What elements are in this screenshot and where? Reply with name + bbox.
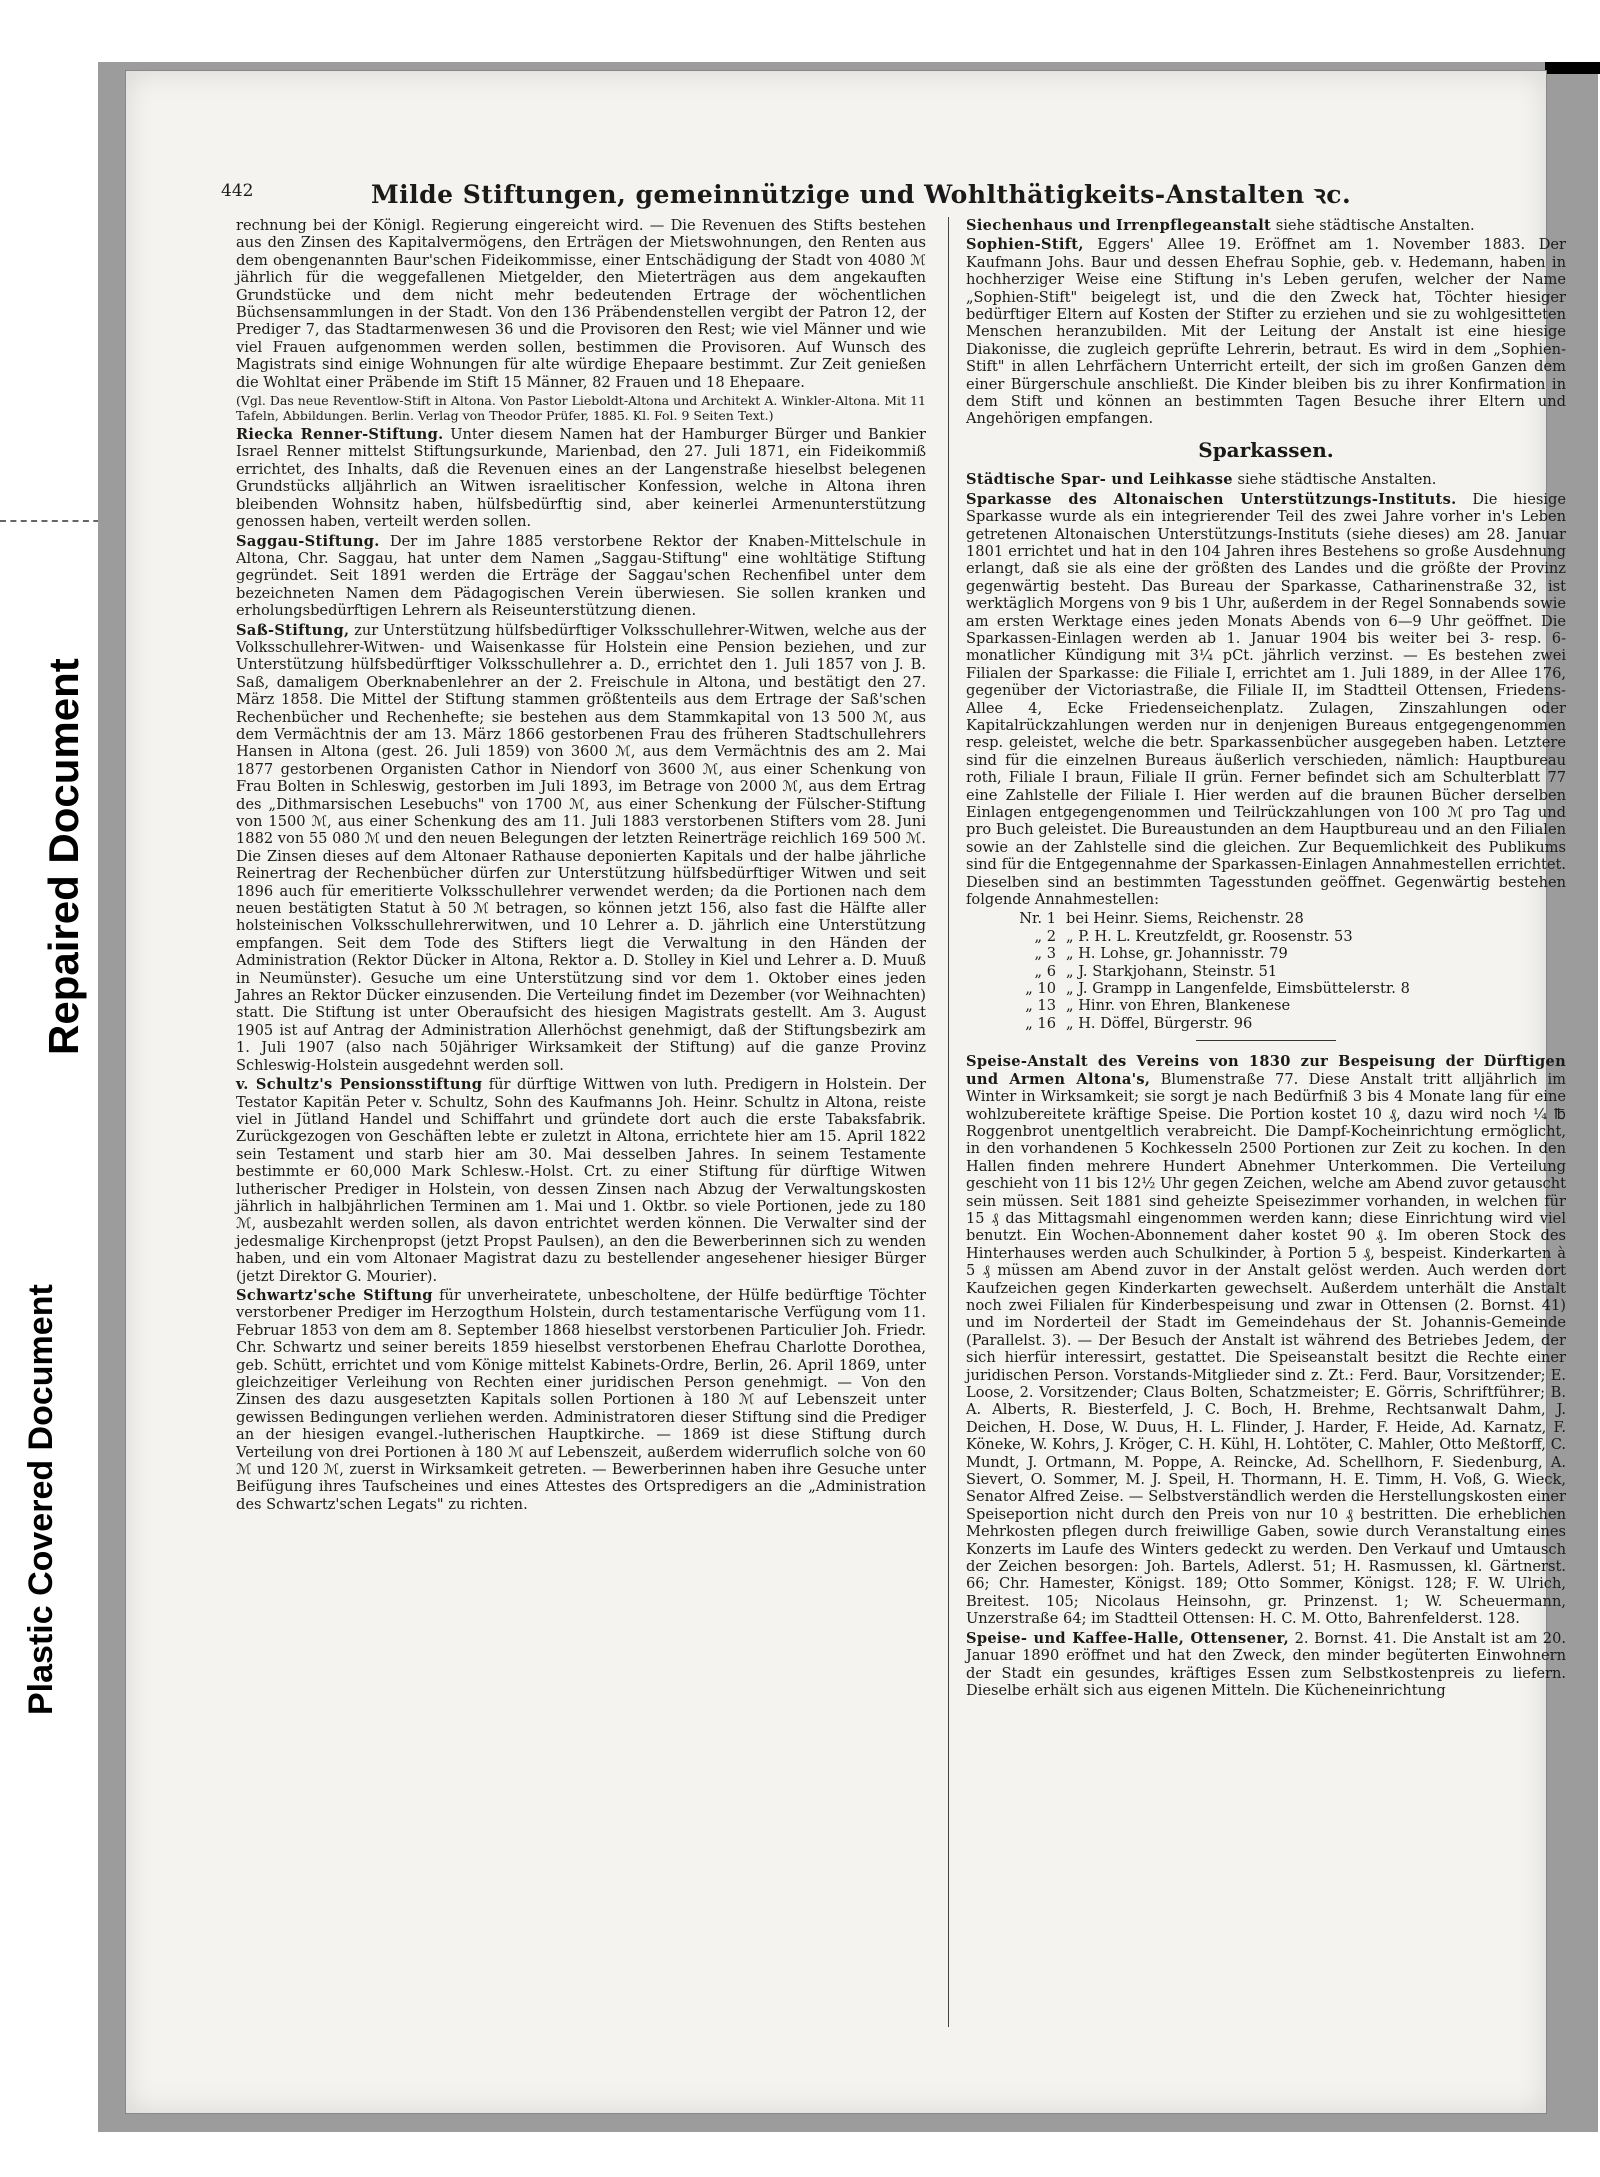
left-column	[236, 217, 926, 2117]
entry-title: Sparkasse des Altonaischen Unterstützungs-Instituts.	[966, 490, 1457, 508]
list-item	[986, 980, 1566, 997]
entry-schultz-pensionsstiftung	[236, 1076, 926, 1285]
right-column	[966, 217, 1566, 2117]
entry-saggau-stiftung	[236, 533, 926, 620]
page-number: 442	[221, 181, 254, 201]
branch-number: „ 6	[1034, 962, 1056, 980]
branch-text: „ J. Grampp in Langenfelde, Eimsbüttelerstr. 8	[1066, 980, 1410, 998]
branch-number: „ 13	[1025, 997, 1056, 1015]
entry-text: für dürftige Wittwen von luth. Predigern in Holstein. Der Testator Kapitän Peter v. Schultz, Sohn des Kaufmanns Joh. Heinr. Schultz in Altona, reiste viel in Jütland Handel und Schiffahrt und gründete dort auch die erste Tabaksfabrik. Zurückgezogen von Geschäften lebte er zuletzt in Altona, errichtete hier am 15. April 1822 sein Testament und starb hier am 30. Mai desselben Jahres. In seinem Testamente bestimmte er 60,000 Mark Schlesw.-Holst. Crt. zu einer Stiftung für dürftige Witwen lutherischer Prediger in Holstein, von dessen Zinsen nach Abzug der Verwaltungskosten jährlich in halbjährlichen Terminen am 1. Mai und 1. Oktbr. so viele Portionen, jede zu 180 ℳ, ausbezahlt werden sollen, als davon entrichtet werden können. Die Verwalter sind der jedesmalige Kirchenpropst (jetzt Propst Paulsen), an den die Bewerberinnen sich zu wenden haben, und ein vom Altonaer Magistrat dazu zu bestellender angesehener hiesiger Bürger (jetzt Direktor G. Mourier).	[236, 1076, 926, 1285]
entry-renner-stiftung	[236, 426, 926, 530]
list-item	[986, 1015, 1566, 1032]
entry-staedtische-sparkasse	[966, 471, 1566, 488]
entry-title: Riecka Renner-Stiftung.	[236, 426, 444, 444]
section-heading-sparkassen: Sparkassen.	[1198, 437, 1334, 462]
entry-title: Städtische Spar- und Leihkasse	[966, 471, 1233, 489]
list-item	[986, 928, 1566, 945]
entry-text: für unverheiratete, unbescholtene, der Hülfe bedürftige Töchter verstorbener Prediger im Herzogthum Holstein, durch testamentarische Verfügung vom 11. Februar 1853 von dem am 8. September 1868 hieselbst verstorbenen Particulier Joh. Friedr. Chr. Schwartz und seiner bereits 1859 hieselbst verstorbenen Ehefrau Charlotte Dorothea, geb. Schütt, errichtet und vom Könige mittelst Kabinets-Ordre, Berlin, 26. April 1869, unter gleichzeitiger Verleihung von Rechten einer juridischen Person genehmigt. — Von den Zinsen des dazu ausgesetzten Kapitals sollen Portionen à 180 ℳ auf Lebenszeit unter gewissen Bedingungen verliehen werden. Administratoren dieser Stiftung sind die Prediger an der hiesigen evangel.-lutherischen Hauptkirche. — 1869 ist diese Stiftung durch Verteilung von drei Portionen à 180 ℳ auf Lebenszeit, außerdem widerruflich solche von 60 ℳ und 120 ℳ, zuerst in Wirksamkeit getreten. — Bewerberinnen haben ihre Gesuche unter Beifügung ihres Taufscheines und eines Attestes des Ortspredigers an die „Administration des Schwartz'schen Legats" zu richten.	[236, 1286, 927, 1513]
branch-number: „ 3	[1034, 945, 1056, 963]
paragraph-stift-revenues: rechnung bei der Königl. Regierung eingereicht wird. — Die Revenuen des Stifts bestehen aus den Zinsen des Kapitalvermögens, den Erträgen der Mietswohnungen, den Renten aus dem obengenannten Baur'schen Fideikommisse, einer Entschädigung der Stadt von 4080 ℳ jährlich für die weggefallenen Mietgelder, den Mieterträgen aus dem angekauften Grundstücke und dem nicht mehr bedeutenden Ertrage der wöchentlichen Büchsensammlungen in der Stadt. Von den 136 Präbendenstellen vergibt der Patron 12, der Prediger 7, das Stadtarmenwesen 36 und die Provisoren den Rest; wie viel Männer und wie viel Frauen aufgenommen werden sollen, bestimmen die Provisoren. Auf Wunsch des Magistrats sind einige Wohnungen für alte würdige Ehepaare bestimmt. Zur Zeit genießen die Wohltat einer Präbende im Stift 15 Männer, 82 Frauen und 18 Ehepaare.	[236, 217, 926, 391]
plastic-covered-label: Plastic Covered Document	[22, 1284, 60, 1715]
entry-schwartz-stiftung	[236, 1287, 926, 1513]
list-item	[986, 997, 1566, 1014]
branch-number: „ 2	[1034, 927, 1056, 945]
entry-text: 2. Bornst. 41. Die Anstalt ist am 20. Januar 1890 eröffnet und hat den Zweck, den minder begüterten Einwohnern der Stadt ein gesundes, kräftiges Essen zum Selbstkostenpreis zu liefern. Dieselbe erhält sich aus eigenen Mitteln. Die Kücheneinrichtung	[966, 1629, 1566, 1699]
entry-text: Unter diesem Namen hat der Hamburger Bürger und Bankier Israel Renner mittelst Stiftungsurkunde, Marienbad, den 27. Juli 1871, ein Fideikommiß errichtet, des Inhalts, daß die Revenuen eines an der Langenstraße hieselbst belegenen Grundstücks alljährlich an Witwen israelitischer Konfession, welche in Altona ihren bleibenden Wohnsitz haben, hülfsbedürftig sind, aber keinerlei Armenunterstützung genossen haben, verteilt werden sollen.	[236, 426, 927, 531]
entry-kaffee-halle	[966, 1630, 1566, 1700]
branch-text: bei Heinr. Siems, Reichenstr. 28	[1066, 910, 1304, 928]
list-item	[986, 963, 1566, 980]
entry-sparkasse-altona	[966, 491, 1566, 909]
annahmestellen-list	[986, 910, 1566, 1032]
scan-edge-strip	[1545, 62, 1600, 74]
branch-number: Nr. 1	[1019, 910, 1056, 928]
entry-title: v. Schultz's Pensionsstiftung	[236, 1076, 483, 1094]
entry-text: Blumenstraße 77. Diese Anstalt tritt alljährlich im Winter in Wirksamkeit; sie sorgt je nach Bedürfniß 3 bis 4 Monate lang für eine wohlzubereitete kräftige Speise. Die Portion kostet 10 ₰, dazu wird noch ¼ ℔ Roggenbrot unentgeltlich verabreicht. Die Dampf-Kocheinrichtung ermöglicht, in den vorhandenen 5 Kochkesseln 2500 Portionen zur Zeit zu kochen. In den Hallen finden mehrere Hundert Abnehmer Unterkommen. Die Verteilung geschieht von 11 bis 12½ Uhr gegen Zeichen, welche am Abend zuvor getauscht sein müssen. Seit 1881 sind geheizte Speisezimmer vorhanden, in welchen für 15 ₰ das Mittagsmahl eingenommen werden kann; diese Einrichtung wird viel benutzt. Ein Wochen-Abonnement daher kostet 90 ₰. Im oberen Stock des Hinterhauses werden auch Schulkinder, à Portion 5 ₰, bespeist. Kinderkarten à 5 ₰ müssen am Abend zuvor in der Anstalt gelöst werden. Auch werden dort Kaufzeichen gegen Kinderkarten gewechselt. Außerdem unterhält die Anstalt noch zwei Filialen für Kinderbespeisung und zwar in Ottensen (2. Bornst. 41) und im Norderteil der Stadt im Gemeindehaus der St. Johannis-Gemeinde (Parallelst. 3). — Der Besuch der Anstalt ist während des Betriebes Jedem, der sich hierfür interessirt, gestattet. Die Speiseanstalt besitzt die Rechte einer juridischen Person. Vorstands-Mitglieder sind z. Zt.: Ferd. Baur, Vorsitzender; E. Loose, 2. Vorsitzender; Claus Bolten, Schatzmeister; E. Görris, Schriftführer; B. A. Alberts, R. Biesterfeld, J. C. Boch, H. Brehme, Rechtsanwalt Dahm, J. Deichen, H. Dose, W. Duus, H. L. Flinder, J. Harder, F. Heide, Ad. Karnatz, F. Köneke, W. Kohrs, J. Kröger, C. H. Kühl, H. Lohtöter, C. Mahler, Otto Meßtorff, C. Mundt, J. Ortmann, M. Poppe, A. Reincke, Ad. Schellhorn, F. Siedenburg, A. Sievert, O. Sommer, M. J. Speil, H. Thormann, H. E. Timm, H. Voß, G. Wieck, Senator Alfred Zeise. — Selbstverständlich werden die Herstellungskosten einer Speiseportion nicht durch den Preis von nur 10 ₰ bestritten. Die erheblichen Mehrkosten pflegen durch freiwillige Gaben, sowie durch Veranstaltung eines Konzerts im Laufe des Winters gedeckt zu werden. Den Verkauf und Umtausch der Zeichen besorgen: Joh. Bartels, Adlerst. 51; H. Rasmussen, kl. Gärtnerst. 66; Chr. Hamester, Königst. 189; Otto Sommer, Königst. 128; F. W. Ulrich, Breitest. 105; Nicolaus Heinsohn, gr. Prinzenst. 1; W. Scheuermann, Unzerstraße 64; im Stadtteil Ottensen: H. C. M. Otto, Bahrenfelderst. 128.	[966, 1070, 1566, 1628]
section-rule	[1196, 1040, 1336, 1041]
entry-text: zur Unterstützung hülfsbedürftiger Volksschullehrer-Witwen, welche aus der Volksschullehrer-Witwen- und Waisenkasse für Holstein eine Pension beziehen, und zur Unterstützung hülfsbedürftiger Volksschullehrer a. D., errichtet den 1. Juli 1857 von J. B. Saß, damaligem Oberknabenlehrer an der 2. Freischule in Altona, und bestätigt den 27. März 1858. Die Mittel der Stiftung stammen größtenteils aus dem Ertrage der Saß'schen Rechenbücher und Rechenhefte; sie bestehen aus dem Stammkapital von 13 500 ℳ, aus dem Vermächtnis der am 13. März 1866 gestorbenen Frau des früheren Stadtschullehrers Hansen in Altona (gest. 26. Juli 1859) von 3600 ℳ, aus dem Vermächtnis des am 2. Mai 1877 gestorbenen Organisten Cathor in Niendorf von 3600 ℳ, aus einer Schenkung von Frau Bolten in Schleswig, gestorben im Juli 1893, im Betrage von 2000 ℳ, aus dem Ertrag des „Dithmarsischen Lesebuchs" von 1700 ℳ, aus einer Schenkung der Fülscher-Stiftung von 1500 ℳ, aus einer Schenkung des am 11. Juli 1883 verstorbenen Stifters vom 28. Juni 1882 von 55 080 ℳ und den neuen Belegungen der letzten Reinerträge reichlich 169 500 ℳ. Die Zinsen dieses auf dem Altonaer Rathause deponierten Kapitals und der halbe jährliche Reinertrag der Rechenbücher dürfen zur Unterstützung hülfsbedürftiger Witwen und seit 1896 auch für emeritierte Volksschullehrer verwendet werden; da die Portionen nach dem neuen bestätigten Statut à 50 ℳ betragen, so können jetzt 156, also fast die Hälfte aller holsteinischen Volksschullehrerwitwen, und 10 Lehrer a. D. jährlich eine Unterstützung empfangen. Seit dem Tode des Stifters liegt die Verwaltung in den Händen der Administration (Rektor Dücker in Altona, Rektor a. D. Stolley in Kiel und Lehrer a. D. Muuß in Neumünster). Gesuche um eine Unterstützung sind vor dem 1. Oktober eines jeden Jahres an Rektor Dücker einzusenden. Die Verteilung findet im Dezember (vor Weihnachten) statt. Die Stiftung ist unter Oberaufsicht des hiesigen Magistrats gestellt. Am 3. August 1905 ist auf Antrag der Administration Allerhöchst genehmigt, daß der Stiftungsbezirk am 1. Juli 1907 (also nach 50jähriger Wirksamkeit der Stiftung) auf die ganze Provinz Schleswig-Holstein ausgedehnt werden soll.	[236, 621, 926, 1074]
branch-number: „ 10	[1025, 980, 1056, 998]
entry-title: Saß-Stiftung,	[236, 621, 350, 639]
branch-text: „ H. Lohse, gr. Johannisstr. 79	[1066, 945, 1288, 963]
entry-title: Siechenhaus und Irrenpflegeanstalt	[966, 217, 1272, 234]
column-divider	[948, 217, 949, 2027]
entry-title: Sophien-Stift,	[966, 236, 1084, 254]
list-item	[986, 910, 1566, 927]
document-page	[125, 70, 1567, 2114]
entry-text: Der im Jahre 1885 verstorbene Rektor der Knaben-Mittelschule in Altona, Chr. Saggau, hat unter dem Namen „Saggau-Stiftung" eine wohltätige Stiftung gegründet. Seit 1891 werden die Erträge der Saggau'schen Rechenfibel unter dem bezeichneten Namen dem Pädagogischen Verein überwiesen. Sie sollen kranken und erholungsbedürftigen Lehrern als Reiseunterstützung dienen.	[236, 532, 926, 620]
branch-text: „ P. H. L. Kreutzfeldt, gr. Roosenstr. 53	[1066, 927, 1353, 945]
bibliographic-note: (Vgl. Das neue Reventlow-Stift in Altona. Von Pastor Lieboldt-Altona und Architekt A. Winkler-Altona. Mit 11 Tafeln, Abbildungen. Berlin. Verlag von Theodor Prüfer, 1885. Kl. Fol. 9 Seiten Text.)	[236, 393, 926, 424]
entry-title: Speise- und Kaffee-Halle, Ottensener,	[966, 1629, 1289, 1647]
entry-title: Schwartz'sche Stiftung	[236, 1286, 433, 1304]
entry-title: Speise-Anstalt des Vereins von 1830 zur Bespeisung der Dürftigen und Armen Altona's,	[966, 1053, 1566, 1088]
entry-text: siehe städtische Anstalten.	[1237, 471, 1437, 489]
entry-title: Saggau-Stiftung.	[236, 532, 380, 550]
entry-text: siehe städtische Anstalten.	[1275, 217, 1475, 234]
page-header	[221, 181, 1571, 211]
branch-text: „ H. Döffel, Bürgerstr. 96	[1066, 1014, 1253, 1032]
entry-speise-anstalt	[966, 1053, 1566, 1627]
entry-siechenhaus	[966, 217, 1566, 234]
entry-sophien-stift	[966, 236, 1566, 427]
entry-text: Eggers' Allee 19. Eröffnet am 1. November 1883. Der Kaufmann Johs. Baur und dessen Ehefrau Sophie, geb. v. Hedemann, haben in hochherziger Weise eine Stiftung in's Leben gerufen, welcher der Name „Sophien-Stift" beigelegt ist, und die den Zweck hat, Töchter hiesiger bedürftiger Eltern auf Kosten der Stifter zu erziehen und sie zu wohlgesitteten Menschen heranzubilden. Mit der Leitung der Anstalt ist eine hiesige Diakonisse, die zugleich geprüfte Lehrerin, betraut. Es wird in dem „Sophien-Stift" in allen Lehrfächern Unterricht erteilt, der sich im großen Ganzen dem einer Bürgerschule anschließt. Die Kinder bleiben bis zu ihrer Konfirmation in dem Stift und können an bestimmten Tagen Besuche ihrer Eltern und Angehörigen empfangen.	[966, 236, 1567, 428]
running-title: Milde Stiftungen, gemeinnützige und Wohlthätigkeits-Anstalten ꝛc.	[371, 180, 1352, 209]
repaired-document-label: Repaired Document	[40, 658, 87, 1055]
branch-number: „ 16	[1025, 1014, 1056, 1032]
entry-text: Die hiesige Sparkasse wurde als ein integrierender Teil des zwei Jahre vorher in's Leben getretenen Altonaischen Unterstützungs-Instituts (siehe dieses) am 28. Januar 1801 errichtet und hat in den 104 Jahren ihres Bestehens so große Ausdehnung erlangt, daß sie als eine der größten des Landes und die größte der Provinz gegenwärtig besteht. Das Bureau der Sparkasse, Catharinenstraße 32, ist werktäglich Morgens von 9 bis 1 Uhr, außerdem in der Regel Sonnabends sowie am ersten Werktage eines jeden Monats Abends von 6—9 Uhr geöffnet. Die Sparkassen-Einlagen werden ab 1. Januar 1904 bis weiter bei 3- resp. 6-monatlicher Kündigung mit 3¼ pCt. jährlich verzinst. — Es bestehen zwei Filialen der Sparkasse: die Filiale I, errichtet am 1. Juli 1889, in der Allee 176, gegenüber der Victoriastraße, die Filiale II, im Stadtteil Ottensen, Friedens-Allee 4, Ecke Friedenseichenplatz. Zulagen, Zinszahlungen oder Kapitalrückzahlungen werden nur in denjenigen Bureaus entgegengenommen resp. geleistet, welche die betr. Sparkassenbücher ausgegeben haben. Letztere sind für die einzelnen Bureaus äußerlich verschieden, nämlich: Hauptbureau roth, Filiale I braun, Filiale II grün. Ferner befindet sich am Schulterblatt 77 eine Zahlstelle der Filiale I. Hier werden auf die braunen Bücher derselben Einlagen entgegengenommen und Teilrückzahlungen von 100 ℳ pro Tag und pro Buch geleistet. Die Bureaustunden an dem Hauptbureau und an den Filialen sowie an der Zahlstelle sind die gleichen. Zur Bequemlichkeit des Publikums sind für die Entgegennahme der Sparkassen-Einlagen Annahmestellen errichtet. Dieselben sind an bestimmten Tagesstunden geöffnet. Gegenwärtig bestehen folgende Annahmestellen:	[966, 490, 1566, 909]
entry-sass-stiftung	[236, 622, 926, 1075]
list-item	[986, 945, 1566, 962]
branch-text: „ J. Starkjohann, Steinstr. 51	[1066, 962, 1278, 980]
branch-text: „ Hinr. von Ehren, Blankenese	[1066, 997, 1291, 1015]
